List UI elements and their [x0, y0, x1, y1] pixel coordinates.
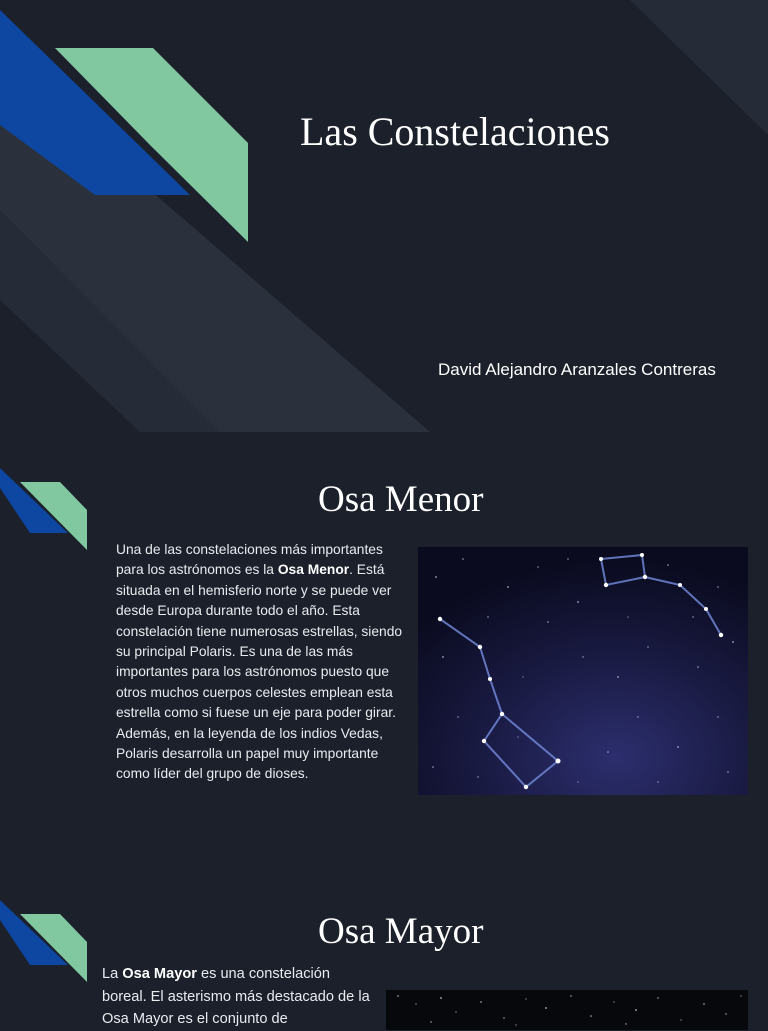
- corner-accent: [0, 432, 100, 572]
- osa-mayor-description: La Osa Mayor es una constelación boreal. El asterismo más destacado de la Osa Mayor es el conjunto de: [102, 966, 370, 1027]
- osa-menor-constellation-image: [418, 547, 748, 795]
- osa-menor-heading: Osa Menor: [318, 479, 484, 520]
- osa-menor-description: Una de las constelaciones más importantes para los astrónomos es la Osa Menor. Está situada en el hemisferio norte y se puede ver desde Europa durante todo el año. Esta constelación tiene numerosas estrellas, siendo su principal Polaris. Es una de las más importantes para los astrónomos puesto que otros muchos cuerpos celestes emplean esta estrella como si fuese un eje para poder girar. Además, en la leyenda de los indios Vedas, Polaris desarrolla un papel muy importante como líder del grupo de dioses.: [116, 542, 403, 782]
- presentation-title: Las Constelaciones: [300, 109, 610, 154]
- osa-mayor-heading: Osa Mayor: [318, 911, 484, 952]
- osa-mayor-starfield-image: [386, 990, 748, 1030]
- top-right-stripe: [630, 0, 768, 135]
- bold-term: Osa Menor: [277, 562, 350, 578]
- bold-term: Osa Mayor: [122, 966, 197, 982]
- author-name: David Alejandro Aranzales Contreras: [438, 360, 716, 379]
- corner-accent: [0, 864, 100, 994]
